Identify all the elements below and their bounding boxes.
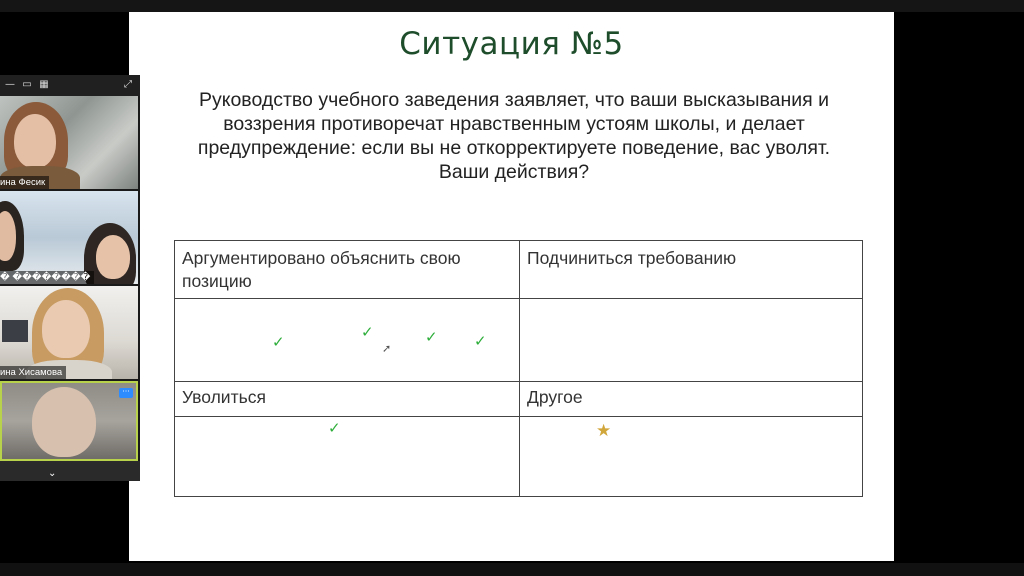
participant-name-label: � ��������	[0, 271, 94, 284]
check-icon: ✓	[361, 323, 374, 341]
participant-face	[32, 387, 96, 457]
option-explain-position: Аргументировано объяснить свою позицию	[182, 248, 461, 291]
option-obey-requirement: Подчиниться требованию	[527, 248, 737, 268]
participant-video-tile[interactable]	[0, 191, 138, 284]
participant-name-label: ина Фесик	[0, 176, 49, 189]
chevron-down-icon[interactable]: ⌄	[48, 468, 57, 479]
option-other: Другое	[527, 387, 583, 407]
participant-video-tile[interactable]	[0, 96, 138, 189]
participant-face	[42, 300, 90, 358]
option-resign: Уволиться	[182, 387, 266, 407]
expand-icon[interactable]: ⤢	[124, 79, 132, 90]
participant-name-label: ина Хисамова	[0, 366, 66, 379]
check-icon: ✓	[272, 333, 285, 351]
table-divider	[519, 241, 520, 496]
mouse-cursor-icon: ➚	[382, 342, 392, 355]
presentation-slide	[129, 12, 894, 561]
check-icon: ✓	[474, 332, 487, 350]
participant-video-tile[interactable]	[0, 286, 138, 379]
more-options-button[interactable]: ···	[119, 388, 133, 398]
bottom-window-bar	[0, 563, 1024, 576]
background-monitor	[2, 320, 28, 342]
minimize-icon[interactable]: —	[5, 79, 15, 90]
check-icon: ✓	[425, 328, 438, 346]
panel-footer	[0, 461, 140, 481]
gallery-view-icon[interactable]: ▦	[39, 79, 49, 90]
participant-face	[14, 114, 56, 168]
top-window-bar	[0, 0, 1024, 12]
slide-title: Ситуация №5	[399, 26, 624, 62]
situation-question: Руководство учебного заведения заявляет, что ваши высказывания и воззрения противоречат нравственным устоям школы, и делает предупреждение: если вы не откорректируете поведение, вас уволят. Ваши действия?	[197, 89, 831, 183]
participant-video-tile-active[interactable]	[0, 381, 138, 461]
panel-toolbar	[0, 75, 140, 96]
participant-face	[96, 235, 130, 279]
single-view-icon[interactable]: ▭	[22, 79, 32, 90]
star-icon: ★	[596, 421, 612, 441]
participants-panel	[0, 75, 140, 481]
answer-table	[174, 240, 863, 497]
check-icon: ✓	[328, 419, 341, 437]
